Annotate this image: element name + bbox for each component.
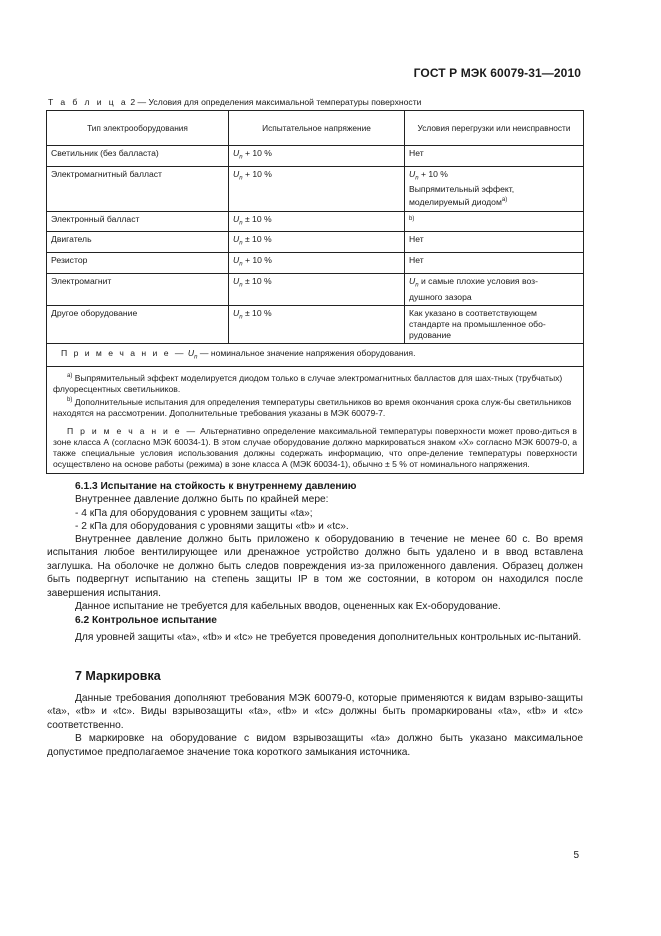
cell-type: Электронный балласт (47, 211, 229, 232)
cell-voltage: $U_n \pm 10$ % (229, 273, 405, 305)
cell-conditions: b) (405, 211, 584, 232)
cell-conditions: Нет (405, 232, 584, 253)
cell-voltage: $U_n + 10$ % (229, 146, 405, 167)
cell-type: Другое оборудование (47, 305, 229, 343)
table-caption-text: 2 — Условия для определения максимальной температуры поверхности (130, 97, 422, 107)
section-6-2 (75, 614, 583, 627)
list-item: - 4 кПа для оборудования с уровнем защиты «ta»; (75, 507, 313, 519)
table-note-2: П р и м е ч а н и е — Альтернативно определение максимальной температуры поверхности может прово-диться в зоне класса А (согласно МЭК 60034-1). В этом случае оборудование должно маркироваться знаком «X» согласно МЭК 60079-0, а также специальные условия использования должны содержать информацию, что опре-деление температуры поверхности осуществлено на основе работы (режима) в зоне класса А (МЭК 60034-1), обычно ± 5 % от номинального напряжения. (53, 426, 577, 470)
cell-type: Резистор (47, 253, 229, 274)
cell-conditions: $U_n$ и самые плохие условия воз- душного зазора (405, 273, 584, 305)
table-row (47, 273, 584, 305)
table-caption-prefix: Т а б л и ц а (48, 97, 128, 107)
section-7-body (47, 692, 583, 759)
column-header-conditions: Условия перегрузки или неисправности (405, 111, 584, 146)
table-footnotes-row (47, 367, 584, 474)
cell-voltage: $U_n \pm 10$ % (229, 232, 405, 253)
cell-voltage: $U_n \pm 10$ % (229, 305, 405, 343)
cell-type: Электромагнитный балласт (47, 166, 229, 211)
section-6-2-body (47, 631, 583, 644)
table-note-row (47, 343, 584, 367)
paragraph: Внутреннее давление должно быть по крайней мере: (75, 494, 329, 506)
cell-voltage: $U_n + 10$ % (229, 253, 405, 274)
column-header-type: Тип электрооборудования (47, 111, 229, 146)
section-heading: 6.1.3 Испытание на стойкость к внутреннему давлению (75, 481, 357, 492)
table-note-1: П р и м е ч а н и е — $U_n$ — номинальное значение напряжения оборудования. (47, 343, 584, 367)
page-number: 5 (573, 850, 579, 861)
table-row (47, 232, 584, 253)
section-heading: 7 Маркировка (75, 669, 161, 683)
section-heading: 6.2 Контрольное испытание (75, 615, 217, 626)
cell-type: Светильник (без балласта) (47, 146, 229, 167)
table-row (47, 211, 584, 232)
cell-type: Двигатель (47, 232, 229, 253)
table-row (47, 305, 584, 343)
paragraph: Внутреннее давление должно быть приложено к оборудованию в течение не менее 60 с. Во время испытания любое вентилирующее или дренажное устройство должно быть удалено и в ввод вставлена заглушка. На оболочке не должно быть следов повреждения из-за приложенного давления. Образец должен быть подвергнут испытанию на степень защиты IP в том же состоянии, в котором он находился после завершения испытания. (47, 534, 583, 599)
cell-conditions: Нет (405, 253, 584, 274)
column-header-voltage: Испытательное напряжение (229, 111, 405, 146)
table-header-row (47, 111, 584, 146)
table-row (47, 166, 584, 211)
cell-voltage: $U_n \pm 10$ % (229, 211, 405, 232)
cell-voltage: $U_n + 10$ % (229, 166, 405, 211)
cell-conditions: Как указано в соответствующем стандарте на промышленное обо- рудование (405, 305, 584, 343)
footnote-a: $^{a)}$ Выпрямительный эффект моделируется диодом только в случае электромагнитных балластов для шах-тных (трубчатых) флуоресцентных светильников. (53, 373, 563, 395)
paragraph: Данные требования дополняют требования МЭК 60079-0, которые применяются к видам взрыво-защиты «ta», «tb» и «tc». Виды взрывозащиты «ta», «tb» и «tc» должны быть промаркированы «ta», «tb» и «tc» соответственно. (47, 693, 583, 731)
document-code-header: ГОСТ Р МЭК 60079-31—2010 (413, 66, 581, 80)
paragraph: В маркировке на оборудование с видом взрывозащиты «ta» должно быть указано максимальное допустимое предполагаемое значение тока короткого замыкания источника. (47, 733, 583, 758)
table-row (47, 146, 584, 167)
cell-conditions: $U_n + 10$ % Выпрямительный эффект, моделируемый диодом$^{a)}$ (405, 166, 584, 211)
section-7 (75, 670, 583, 683)
footnote-b: $^{b)}$ Дополнительные испытания для определения температуры светильников во время окончания срока служ-бы светильников находятся на рассмотрении. Дополнительные требования указаны в МЭК 60079-7. (53, 397, 572, 419)
cell-conditions: Нет (405, 146, 584, 167)
paragraph: Данное испытание не требуется для кабельных вводов, оцененных как Ех-оборудование. (75, 601, 501, 613)
table-footnotes (47, 367, 584, 474)
section-6-1-3 (75, 480, 583, 534)
table-caption (48, 97, 421, 107)
section-6-1-3-body (47, 533, 583, 613)
cell-type: Электромагнит (47, 273, 229, 305)
paragraph: Для уровней защиты «ta», «tb» и «tc» не требуется проведения дополнительных контрольных ис-пытаний. (75, 632, 582, 643)
conditions-table (46, 110, 584, 474)
table-row (47, 253, 584, 274)
list-item: - 2 кПа для оборудования с уровнями защиты «tb» и «tc». (75, 521, 349, 533)
